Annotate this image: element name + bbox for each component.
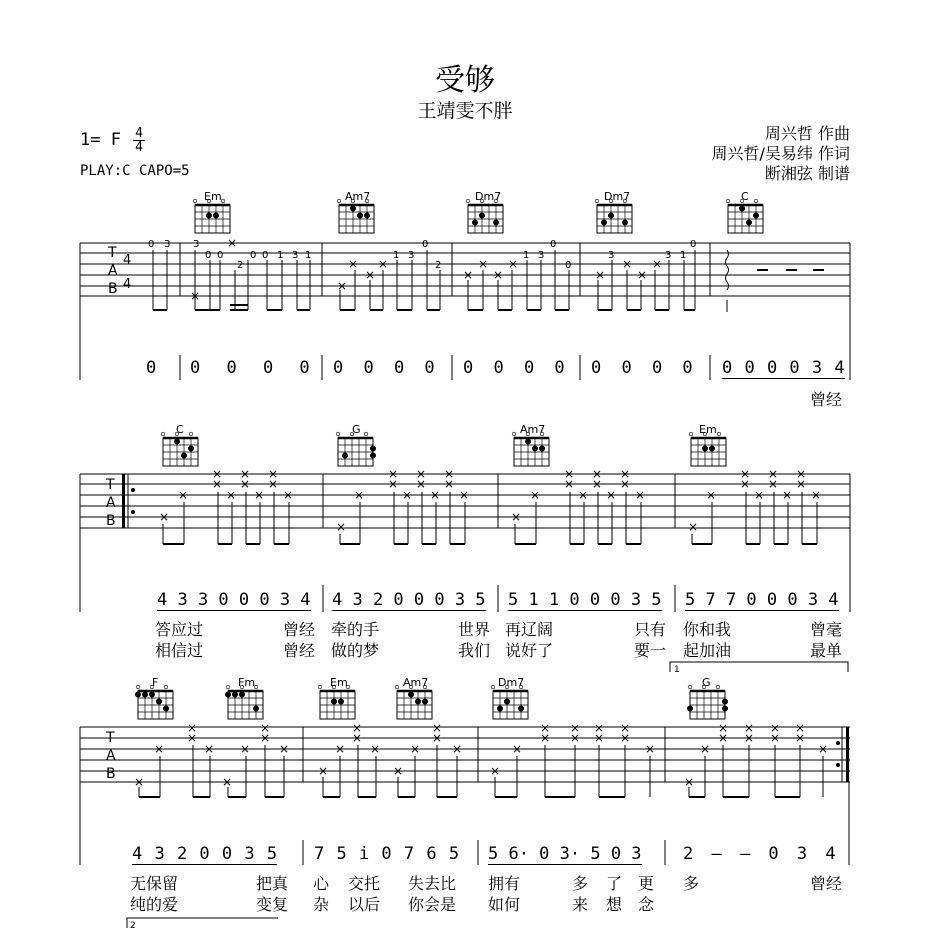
svg-text:T: T [106, 477, 115, 493]
lyric: 做的梦 [331, 641, 380, 660]
chord-diagram [395, 685, 432, 719]
chord-diagram [687, 685, 728, 719]
svg-text:×: × [564, 477, 575, 491]
lyric: 来 [572, 895, 589, 914]
svg-text:×: × [635, 488, 646, 502]
lyric: 心 [313, 874, 330, 893]
svg-text:0: 0 [217, 250, 224, 261]
mute-marks [134, 721, 828, 789]
svg-text:×: × [490, 764, 501, 778]
volta-2 [127, 918, 278, 930]
svg-text:×: × [594, 731, 605, 745]
lyric: 多 [683, 874, 700, 893]
volta-1 [670, 662, 848, 675]
chord-name: C [741, 190, 749, 203]
svg-text:×: × [744, 721, 755, 735]
svg-text:2: 2 [237, 260, 244, 271]
svg-text:×: × [190, 289, 201, 303]
svg-text:×: × [652, 257, 663, 271]
lyric: 最单 [810, 641, 843, 660]
svg-text:×: × [452, 742, 463, 756]
chord-name: F [152, 676, 159, 689]
lyric: 只有 [634, 620, 667, 639]
svg-text:×: × [134, 775, 145, 789]
svg-text:×: × [508, 257, 519, 271]
lyric: 曾经 [810, 874, 843, 893]
lyric: 交托 [348, 874, 381, 893]
svg-text:×: × [378, 257, 389, 271]
tab-clef [105, 477, 116, 529]
repeat-dot [131, 510, 135, 514]
svg-text:×: × [354, 488, 365, 502]
svg-text:×: × [620, 721, 631, 735]
svg-text:×: × [740, 477, 751, 491]
svg-text:×: × [540, 731, 551, 745]
svg-text:×: × [684, 775, 695, 789]
svg-text:×: × [530, 488, 541, 502]
repeat-start-bar [122, 474, 125, 528]
jianpu-measure: 5 7 7 0 0 0 3 4 [685, 590, 839, 610]
svg-text:×: × [718, 721, 729, 735]
lyric: 以后 [348, 895, 381, 914]
svg-text:×: × [268, 467, 279, 481]
svg-text:3: 3 [193, 239, 200, 250]
svg-text:×: × [620, 731, 631, 745]
chord-name: Am7 [520, 423, 546, 436]
svg-text:×: × [240, 467, 251, 481]
chord-diagram [512, 432, 549, 466]
lyric: 如何 [488, 895, 521, 914]
svg-text:×: × [227, 236, 238, 250]
svg-text:4: 4 [123, 277, 132, 292]
svg-text:×: × [204, 742, 215, 756]
svg-text:×: × [782, 488, 793, 502]
lyric: 把真 [256, 874, 289, 893]
svg-text:×: × [754, 488, 765, 502]
key-signature: 1= F [80, 130, 121, 150]
svg-text:1: 1 [523, 250, 530, 261]
credit-composer: 周兴哲 作曲 [764, 124, 850, 143]
svg-text:×: × [811, 488, 822, 502]
lyric: 变复 [256, 895, 289, 914]
chord-diagram [337, 199, 374, 233]
svg-text:×: × [620, 467, 631, 481]
svg-text:×: × [279, 742, 290, 756]
lyric: 再辽阔 [505, 620, 554, 639]
lyric: 相信过 [155, 641, 204, 660]
svg-text:×: × [592, 467, 603, 481]
svg-text:×: × [478, 257, 489, 271]
lyric: 牵的手 [331, 620, 380, 639]
svg-text:×: × [283, 488, 294, 502]
credit-transcriber: 断湘弦 制谱 [764, 164, 850, 183]
svg-text:×: × [370, 742, 381, 756]
lyric: 更 [638, 874, 655, 893]
chord-name: C [176, 423, 184, 436]
beams [153, 305, 695, 310]
mute-marks [159, 467, 821, 534]
chord-name: Dm7 [604, 190, 631, 203]
svg-text:×: × [592, 477, 603, 491]
repeat-dot [836, 763, 840, 767]
svg-text:×: × [159, 510, 170, 524]
jianpu-measure: 2 – – 0 3 4 [683, 844, 836, 864]
chord-name: Em [330, 676, 348, 689]
svg-text:3: 3 [292, 250, 299, 261]
svg-text:×: × [187, 731, 198, 745]
chord-name: Em [699, 423, 717, 436]
svg-text:×: × [416, 467, 427, 481]
arpeggio-strum [726, 250, 825, 312]
svg-text:×: × [352, 721, 363, 735]
svg-text:×: × [493, 268, 504, 282]
lyric: 曾经 [283, 641, 316, 660]
chord-name: Dm7 [498, 676, 525, 689]
chord-diagram [491, 685, 528, 719]
lyric: 失去比 [408, 874, 457, 893]
svg-text:×: × [432, 731, 443, 745]
svg-text:×: × [595, 268, 606, 282]
jianpu-measure: 0 0 0 0 [463, 358, 565, 378]
svg-text:1: 1 [305, 250, 312, 261]
svg-text:×: × [402, 488, 413, 502]
svg-text:0: 0 [250, 250, 257, 261]
jianpu-measure: 4 3 2 0 0 3 5 [132, 844, 278, 864]
svg-text:×: × [622, 257, 633, 271]
svg-text:×: × [818, 742, 829, 756]
svg-text:×: × [388, 467, 399, 481]
tab-system-3 [80, 721, 850, 930]
svg-text:3: 3 [665, 250, 672, 261]
svg-text:×: × [416, 477, 427, 491]
svg-text:×: × [700, 742, 711, 756]
svg-text:×: × [388, 477, 399, 491]
repeat-dot [836, 741, 840, 745]
svg-text:×: × [796, 477, 807, 491]
lyric: 世界 [458, 620, 491, 639]
svg-text:1: 1 [393, 250, 400, 261]
chord-diagram [689, 432, 726, 466]
svg-text:×: × [212, 467, 223, 481]
svg-text:×: × [432, 721, 443, 735]
svg-text:×: × [393, 764, 404, 778]
svg-text:×: × [620, 477, 631, 491]
svg-text:0: 0 [565, 260, 572, 271]
lyric: 了 [606, 874, 623, 893]
lyric: 杂 [313, 895, 330, 914]
svg-text:3: 3 [164, 239, 171, 250]
lyric: 无保留 [130, 874, 179, 893]
svg-text:×: × [795, 721, 806, 735]
repeat-end-bar [846, 727, 849, 782]
lyric: 想 [606, 895, 623, 914]
svg-text:×: × [768, 467, 779, 481]
svg-text:×: × [178, 488, 189, 502]
svg-text:1: 1 [277, 250, 284, 261]
lyric: 纯的爱 [130, 895, 179, 914]
svg-text:4: 4 [123, 253, 132, 268]
jianpu-measure: 7 5 i 0 7 6 5 [314, 844, 460, 864]
chord-name: Em [204, 190, 222, 203]
svg-text:×: × [564, 467, 575, 481]
svg-text:×: × [430, 488, 441, 502]
svg-text:×: × [444, 467, 455, 481]
chord-name: G [352, 423, 361, 436]
svg-text:B: B [106, 766, 116, 782]
lyric: 说好了 [505, 641, 554, 660]
chord-diagram [318, 685, 355, 719]
chord-diagram [193, 199, 230, 233]
svg-text:0: 0 [550, 239, 557, 250]
svg-text:×: × [226, 488, 237, 502]
lyric: 我们 [458, 641, 491, 660]
credit-lyricist: 周兴哲/吴易纬 作词 [711, 144, 850, 163]
svg-text:×: × [578, 488, 589, 502]
jianpu-measure: 0 0 0 0 [591, 358, 693, 378]
jianpu-measure: 5 1 1 0 0 0 3 5 [508, 590, 662, 610]
lyric: 答应过 [155, 620, 204, 639]
chord-name: Am7 [345, 190, 371, 203]
svg-text:×: × [511, 510, 522, 524]
chord-name: G [702, 676, 711, 689]
svg-text:×: × [706, 488, 717, 502]
chord-name: Fm [238, 676, 256, 689]
svg-text:×: × [459, 488, 470, 502]
lyric: 念 [638, 895, 655, 914]
svg-text:×: × [718, 731, 729, 745]
svg-text:×: × [260, 721, 271, 735]
lyric: 你和我 [683, 620, 732, 639]
jianpu-measure: 5 6· 0 3· 5 0 3 [488, 844, 642, 864]
svg-text:×: × [795, 731, 806, 745]
time-sig-bottom: 4 [135, 140, 143, 155]
svg-text:×: × [770, 721, 781, 735]
svg-text:×: × [744, 731, 755, 745]
tab-clef [105, 730, 116, 782]
svg-text:0: 0 [262, 250, 269, 261]
chord-name: Dm7 [475, 190, 502, 203]
svg-text:3: 3 [608, 250, 615, 261]
svg-text:×: × [337, 279, 348, 293]
svg-text:×: × [594, 721, 605, 735]
svg-text:0: 0 [205, 250, 212, 261]
chord-diagram [161, 432, 198, 466]
svg-text:B: B [106, 513, 116, 529]
svg-text:A: A [106, 495, 116, 511]
play-capo: PLAY:C CAPO=5 [80, 163, 190, 179]
svg-text:×: × [645, 742, 656, 756]
jianpu-measure: 0 0 0 0 3 4 [722, 358, 845, 378]
svg-text:×: × [254, 488, 265, 502]
svg-text:×: × [463, 268, 474, 282]
chord-diagram [466, 199, 503, 233]
svg-text:×: × [444, 477, 455, 491]
svg-text:3: 3 [408, 250, 415, 261]
svg-text:T: T [108, 245, 117, 261]
chord-diagram [595, 199, 632, 233]
svg-text:A: A [106, 748, 116, 764]
svg-text:×: × [410, 742, 421, 756]
svg-text:1: 1 [680, 250, 687, 261]
chord-diagram [726, 199, 763, 233]
jianpu-measure: 0 0 0 0 [333, 358, 435, 378]
svg-text:3: 3 [538, 250, 545, 261]
svg-text:×: × [318, 764, 329, 778]
lyric: 要一 [634, 641, 667, 660]
svg-text:×: × [268, 477, 279, 491]
lyric: 你会是 [408, 895, 457, 914]
svg-text:×: × [335, 742, 346, 756]
chord-diagram [135, 685, 173, 719]
jianpu-measure: 4 3 2 0 0 0 3 5 [332, 590, 486, 610]
svg-text:×: × [606, 488, 617, 502]
svg-text:×: × [512, 742, 523, 756]
svg-text:×: × [768, 477, 779, 491]
svg-text:×: × [187, 721, 198, 735]
svg-text:×: × [740, 467, 751, 481]
chord-diagram [225, 685, 263, 719]
chord-diagram [336, 432, 376, 466]
svg-text:×: × [770, 731, 781, 745]
svg-text:×: × [336, 520, 347, 534]
svg-text:×: × [688, 520, 699, 534]
svg-text:0: 0 [690, 239, 697, 250]
svg-text:2: 2 [435, 260, 442, 271]
svg-text:×: × [348, 257, 359, 271]
lyric: 曾毫 [810, 620, 843, 639]
lyric: 曾经 [283, 620, 316, 639]
svg-text:×: × [540, 721, 551, 735]
svg-text:T: T [106, 730, 115, 746]
song-artist: 王靖雯不胖 [417, 100, 513, 122]
svg-text:×: × [154, 742, 165, 756]
svg-text:×: × [240, 477, 251, 491]
lyric: 曾经 [810, 390, 843, 409]
svg-text:×: × [222, 775, 233, 789]
time-sig-top: 4 [135, 126, 143, 141]
lyric: 起加油 [683, 641, 732, 660]
lyric: 多 [572, 874, 589, 893]
svg-text:×: × [212, 477, 223, 491]
song-title: 受够 [435, 63, 495, 98]
svg-text:×: × [260, 731, 271, 745]
svg-text:×: × [570, 721, 581, 735]
svg-text:×: × [240, 742, 251, 756]
svg-text:×: × [796, 467, 807, 481]
svg-text:0: 0 [422, 239, 429, 250]
svg-text:×: × [570, 731, 581, 745]
lyric: 拥有 [488, 874, 521, 893]
jianpu-measure: 4 3 3 0 0 0 3 4 [157, 590, 311, 610]
svg-text:×: × [365, 268, 376, 282]
jianpu-measure: 0 [146, 358, 157, 378]
repeat-dot [131, 488, 135, 492]
svg-text:×: × [352, 731, 363, 745]
svg-text:B: B [108, 281, 118, 297]
svg-text:×: × [637, 268, 648, 282]
svg-text:A: A [108, 263, 118, 279]
volta-2-label: 2 [130, 921, 136, 930]
volta-1-label: 1 [674, 665, 680, 675]
svg-text:0: 0 [148, 239, 155, 250]
chord-name: Am7 [403, 676, 429, 689]
jianpu-measure: 0 0 0 0 [190, 358, 310, 378]
